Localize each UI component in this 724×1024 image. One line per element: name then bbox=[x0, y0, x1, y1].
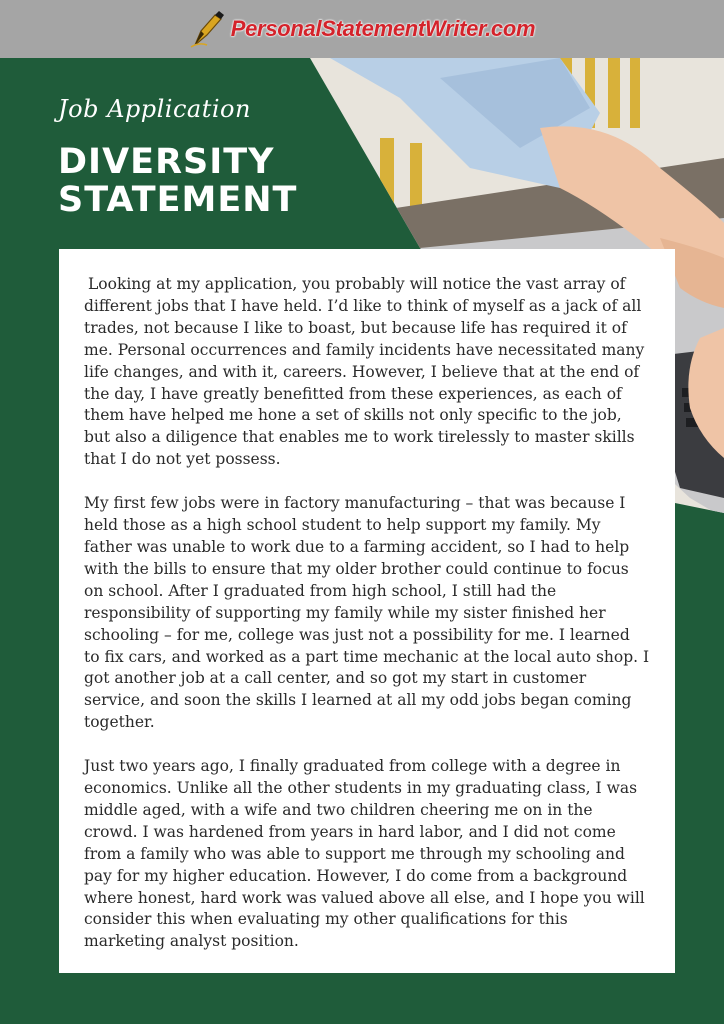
document-subtitle: Job Application bbox=[58, 95, 251, 123]
paragraph: Just two years ago, I finally graduated from college with a degree in economics. Unlike all the other students in my graduating class, I was middle aged, with a wife and two children cheering me on in the crowd. I was hardened from years in hard labor, and I did not come from a family who was able to support me through my schooling and pay for my higher education. However, I do come from a background where honest, hard work was valued above all else, and I hope you will consider this when evaluating my other qualifications for this marketing analyst position. bbox=[84, 757, 645, 951]
document-title: DIVERSITY STATEMENT bbox=[58, 142, 298, 220]
paragraph: Looking at my application, you probably will notice the vast array of different jobs that I have held. I’d like to think of myself as a jack of all trades, not because I like to boast, but because life has required it of me. Personal occurrences and family incidents have necessitated many life changes, and with it, careers. However, I believe that at the end of the day, I have greatly benefitted from these experiences, as each of them have helped me hone a set of skills not only specific to the job, but also a diligence that enables me to work tirelessly to master skills that I do not yet possess. bbox=[84, 275, 645, 469]
pen-nib-icon bbox=[189, 9, 225, 49]
site-header bbox=[0, 0, 724, 58]
paragraph: My first few jobs were in factory manufacturing – that was because I held those as a high school student to help support my family. My father was unable to work due to a farming accident, so I had to help with the bills to ensure that my older brother could continue to focus on school. After I graduated from high school, I still had the responsibility of supporting my family while my sister finished her schooling – for me, college was just not a possibility for me. I learned to fix cars, and worked as a part time mechanic at the local auto shop. I got another job at a call center, and so got my start in customer service, and soon the skills I learned at all my odd jobs began coming together. bbox=[84, 494, 650, 732]
site-logo[interactable] bbox=[189, 9, 536, 49]
statement-card bbox=[59, 249, 675, 973]
site-name: PersonalStatementWriter.com bbox=[230, 16, 536, 41]
statement-body bbox=[84, 274, 650, 975]
